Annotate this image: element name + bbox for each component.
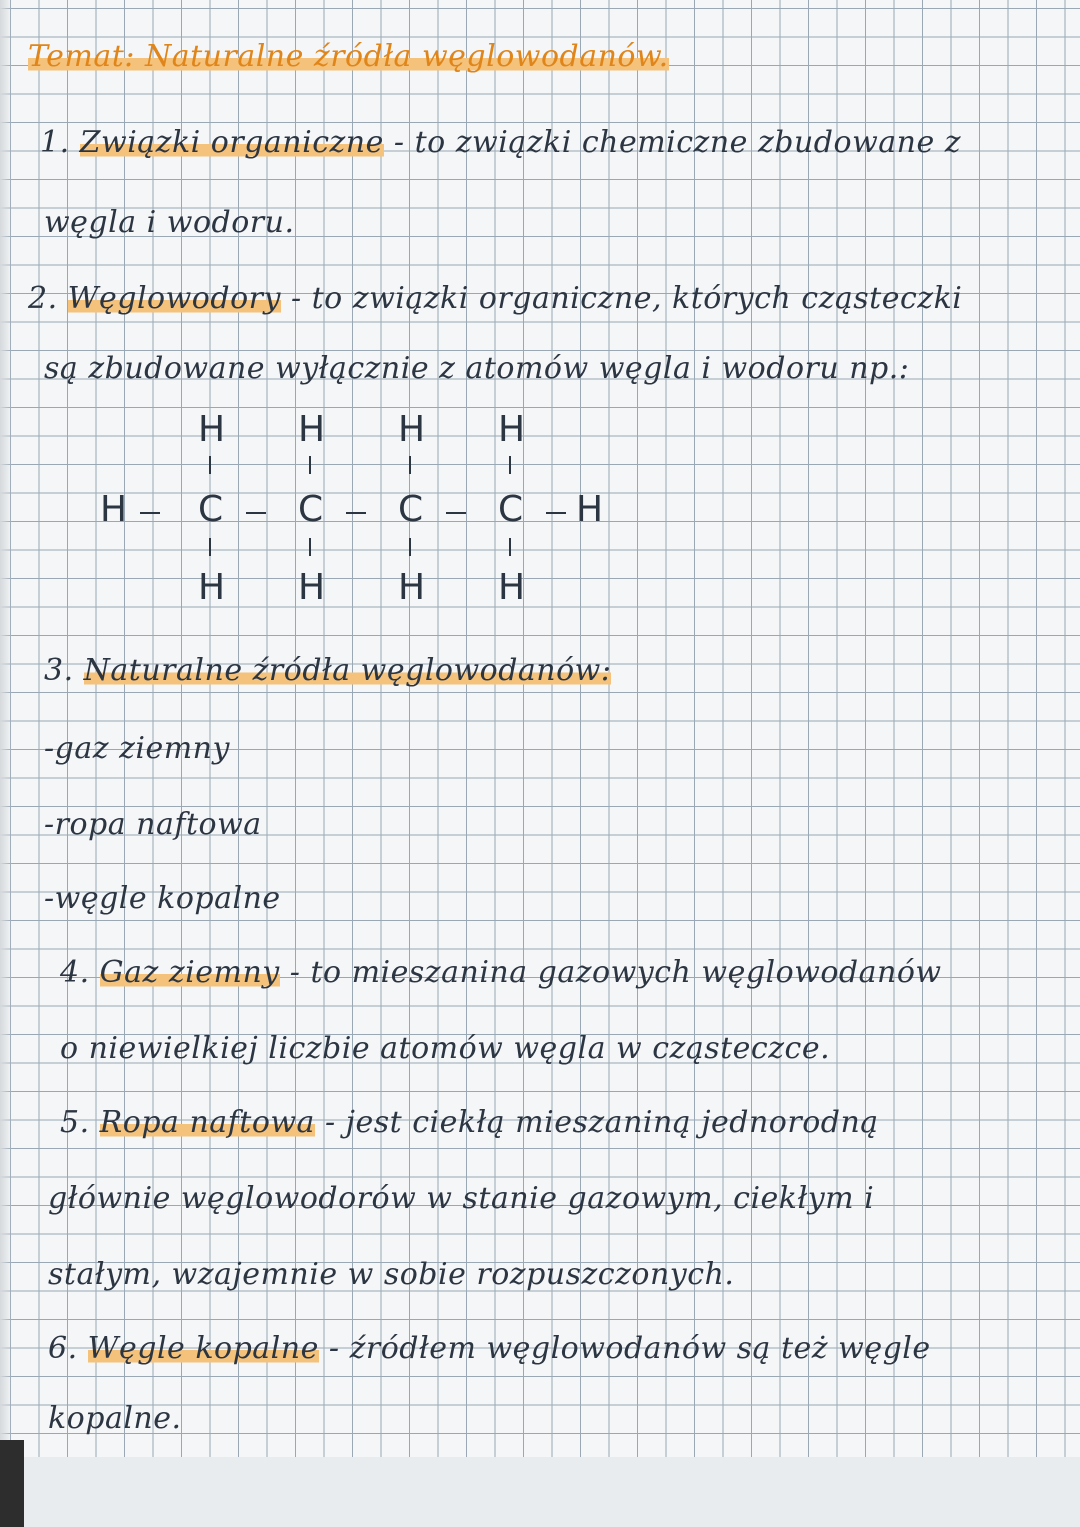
bond: [246, 512, 266, 514]
item-number: 3.: [44, 653, 74, 688]
definition-text: - to związki organiczne, których cząsteczki: [280, 281, 963, 316]
definition-natural-gas: [60, 954, 942, 992]
page-edge-shadow: [0, 1440, 24, 1527]
bond: [209, 538, 211, 556]
hydrogen-atom: H: [398, 567, 426, 608]
item-number: 4.: [60, 955, 90, 990]
bond: [409, 538, 411, 556]
definition-text: - jest ciekłą mieszaniną jednorodną: [314, 1105, 879, 1140]
term: Gaz ziemny: [99, 955, 280, 990]
hydrogen-atom: H: [298, 567, 326, 608]
bond: [209, 456, 211, 474]
hydrogen-atom: H: [100, 489, 128, 530]
bond: [309, 456, 311, 474]
hydrogen-atom: H: [198, 409, 226, 450]
bond: [446, 512, 466, 514]
bond: [140, 512, 160, 514]
carbon-atom: C: [198, 489, 224, 530]
text-line: węgla i wodoru.: [44, 205, 295, 240]
list-item: -ropa naftowa: [44, 807, 262, 842]
hydrogen-atom: H: [498, 567, 526, 608]
hydrogen-atom: H: [576, 489, 604, 530]
page-bottom-margin: [0, 1457, 1080, 1527]
item-number: 5.: [60, 1105, 90, 1140]
text-line: głównie węglowodorów w stanie gazowym, ciekłym i: [48, 1181, 875, 1216]
page-title: Temat: Naturalne źródła węglowodanów.: [28, 39, 669, 74]
bond: [309, 538, 311, 556]
item-number: 1.: [40, 125, 70, 160]
butane-structural-formula: [70, 400, 690, 630]
term: Ropa naftowa: [99, 1105, 315, 1140]
bond: [509, 456, 511, 474]
definition-organic-compounds: [40, 124, 961, 162]
carbon-atom: C: [398, 489, 424, 530]
term: Związki organiczne: [79, 125, 384, 160]
carbon-atom: C: [498, 489, 524, 530]
bond: [409, 456, 411, 474]
list-item: -węgle kopalne: [44, 881, 281, 916]
bond: [346, 512, 366, 514]
bond: [509, 538, 511, 556]
bond: [546, 512, 566, 514]
text-line: są zbudowane wyłącznie z atomów węgla i wodoru np.:: [44, 351, 910, 386]
definition-crude-oil: [60, 1104, 879, 1142]
item-number: 2.: [28, 281, 58, 316]
text-line: stałym, wzajemnie w sobie rozpuszczonych.: [48, 1257, 735, 1292]
term: Naturalne źródła węglowodanów:: [83, 653, 612, 688]
list-item: -gaz ziemny: [44, 731, 230, 766]
hydrogen-atom: H: [498, 409, 526, 450]
page-shadow: [0, 0, 12, 1527]
carbon-atom: C: [298, 489, 324, 530]
definition-text: - to mieszanina gazowych węglowodanów: [279, 955, 942, 990]
text-line: o niewielkiej liczbie atomów węgla w cząsteczce.: [60, 1031, 831, 1066]
hydrogen-atom: H: [198, 567, 226, 608]
hydrogen-atom: H: [398, 409, 426, 450]
definition-coal: [48, 1330, 931, 1368]
text-line: kopalne.: [48, 1401, 182, 1436]
heading-natural-sources: [44, 652, 611, 690]
definition-text: - to związki chemiczne zbudowane z: [383, 125, 962, 160]
term: Węgle kopalne: [87, 1331, 319, 1366]
definition-text: - źródłem węglowodanów są też węgle: [318, 1331, 931, 1366]
term: Węglowodory: [67, 281, 281, 316]
item-number: 6.: [48, 1331, 78, 1366]
hydrogen-atom: H: [298, 409, 326, 450]
definition-hydrocarbons: [28, 280, 962, 318]
